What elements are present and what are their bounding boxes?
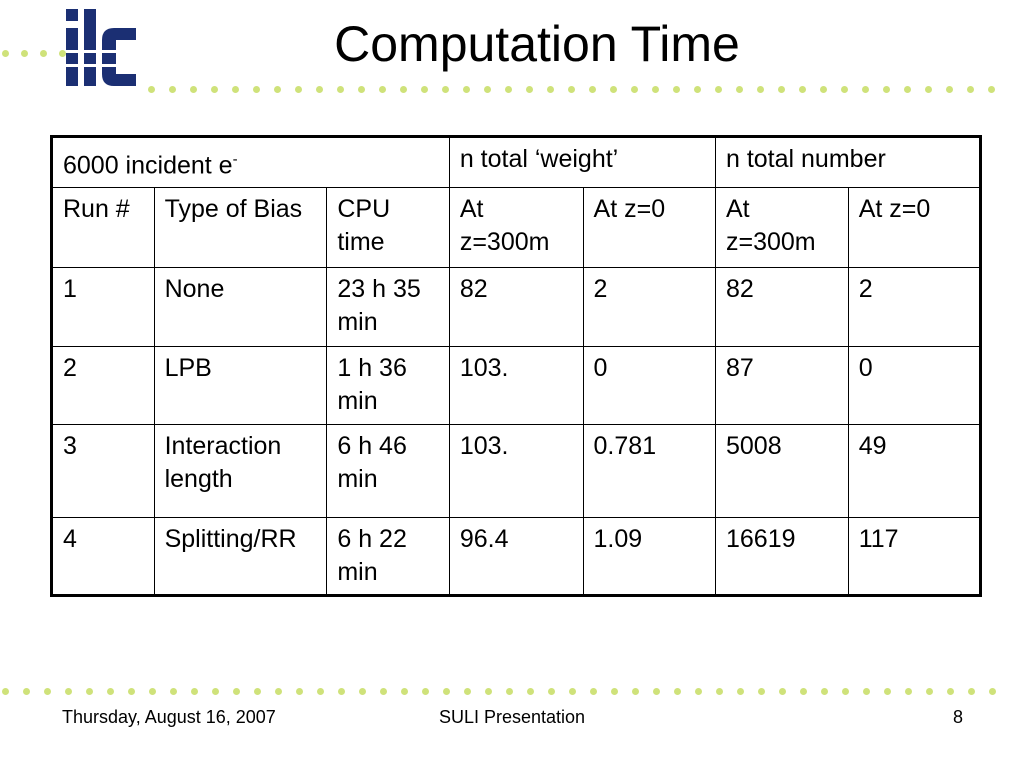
decorative-dot — [485, 688, 492, 695]
decorative-dot — [863, 688, 870, 695]
decorative-dot — [505, 86, 512, 93]
table-cell: 2 — [848, 268, 980, 347]
decorative-dot — [107, 688, 114, 695]
decorative-dot — [295, 86, 302, 93]
decorative-dot — [2, 688, 9, 695]
decorative-dot — [820, 86, 827, 93]
decorative-dot — [862, 86, 869, 93]
group-header-row — [52, 137, 981, 188]
decorative-dot — [968, 688, 975, 695]
decorative-dot — [296, 688, 303, 695]
column-header: Run # — [52, 188, 155, 268]
decorative-dot — [841, 86, 848, 93]
table-cell: 2 — [583, 268, 715, 347]
decorative-dot — [253, 86, 260, 93]
table-cell: 82 — [449, 268, 583, 347]
decorative-dot — [925, 86, 932, 93]
table-cell: 87 — [715, 347, 848, 425]
column-header: CPU time — [327, 188, 449, 268]
decorative-dot — [737, 688, 744, 695]
decorative-dot — [464, 688, 471, 695]
decorative-dot — [695, 688, 702, 695]
page-number: 8 — [952, 707, 963, 727]
decorative-dot — [421, 86, 428, 93]
decorative-dot — [359, 688, 366, 695]
decorative-dot — [673, 86, 680, 93]
decorative-dot — [926, 688, 933, 695]
table-row — [52, 268, 981, 347]
table-cell: 0.781 — [583, 425, 715, 518]
decorative-dot — [338, 688, 345, 695]
table-cell: 5008 — [715, 425, 848, 518]
decorative-dot — [800, 688, 807, 695]
group-header-weight: n total ‘weight’ — [449, 137, 715, 188]
decorative-dot — [757, 86, 764, 93]
decorative-dot — [527, 688, 534, 695]
group-header-incident: 6000 incident e- — [52, 137, 450, 188]
decorative-dot — [86, 688, 93, 695]
decorative-dot — [736, 86, 743, 93]
column-header: Type of Bias — [154, 188, 327, 268]
page-title: Computation Time — [334, 16, 740, 72]
table-cell: 103. — [449, 425, 583, 518]
footer-title: SULI Presentation — [438, 707, 586, 727]
decorative-dot — [653, 688, 660, 695]
table-cell: 3 — [52, 425, 155, 518]
table-cell: 16619 — [715, 518, 848, 596]
decorative-dot — [715, 86, 722, 93]
table-cell: Interaction length — [154, 425, 327, 518]
column-header: At z=0 — [583, 188, 715, 268]
decorative-dot — [589, 86, 596, 93]
table-cell: 49 — [848, 425, 980, 518]
table-cell: 117 — [848, 518, 980, 596]
decorative-dot — [2, 50, 9, 57]
group-header-number: n total number — [715, 137, 980, 188]
decorative-dot — [694, 86, 701, 93]
table-row — [52, 425, 981, 518]
decorative-dot — [611, 688, 618, 695]
decorative-dot — [400, 86, 407, 93]
table-row — [52, 518, 981, 596]
superscript-minus: - — [232, 151, 238, 168]
table-cell: 23 h 35 min — [327, 268, 449, 347]
column-header: At z=0 — [848, 188, 980, 268]
table-cell: 1 — [52, 268, 155, 347]
decorative-dot — [610, 86, 617, 93]
decorative-dot — [988, 86, 995, 93]
decorative-dot — [275, 688, 282, 695]
decorative-dot — [569, 688, 576, 695]
decorative-dot — [758, 688, 765, 695]
table-cell: 1 h 36 min — [327, 347, 449, 425]
table-cell: 82 — [715, 268, 848, 347]
decorative-dot — [799, 86, 806, 93]
decorative-dot — [191, 688, 198, 695]
decorative-dot — [128, 688, 135, 695]
decorative-dot — [484, 86, 491, 93]
decorative-dot — [884, 688, 891, 695]
decorative-dot — [506, 688, 513, 695]
decorative-dot — [632, 688, 639, 695]
decorative-dot — [778, 86, 785, 93]
decorative-dot — [463, 86, 470, 93]
decorative-dot — [590, 688, 597, 695]
table-cell: 96.4 — [449, 518, 583, 596]
table-cell: LPB — [154, 347, 327, 425]
table-cell: 4 — [52, 518, 155, 596]
decorative-dot — [904, 86, 911, 93]
decorative-dot — [232, 86, 239, 93]
decorative-dot — [380, 688, 387, 695]
decorative-dot — [442, 86, 449, 93]
column-header-row — [52, 188, 981, 268]
decorative-dot — [59, 50, 66, 57]
decorative-dot — [190, 86, 197, 93]
decorative-dot — [422, 688, 429, 695]
decorative-dot — [212, 688, 219, 695]
decorative-dot — [211, 86, 218, 93]
decorative-dot — [149, 688, 156, 695]
decorative-dot — [379, 86, 386, 93]
decorative-dot — [821, 688, 828, 695]
table-cell: 6 h 46 min — [327, 425, 449, 518]
decorative-dot — [44, 688, 51, 695]
table-cell: Splitting/RR — [154, 518, 327, 596]
decorative-dot — [169, 86, 176, 93]
decorative-dot — [652, 86, 659, 93]
table-cell: None — [154, 268, 327, 347]
decorative-dot — [883, 86, 890, 93]
table-cell: 103. — [449, 347, 583, 425]
decorative-dot — [967, 86, 974, 93]
decorative-dot — [65, 688, 72, 695]
decorative-dot — [233, 688, 240, 695]
decorative-dot — [148, 86, 155, 93]
decorative-dot — [443, 688, 450, 695]
column-header: At z=300m — [715, 188, 848, 268]
decorative-dot — [716, 688, 723, 695]
decorative-dot — [170, 688, 177, 695]
decorative-dot — [547, 86, 554, 93]
decorative-dot — [21, 50, 28, 57]
decorative-dot — [947, 688, 954, 695]
table-cell: 0 — [848, 347, 980, 425]
decorative-dot — [23, 688, 30, 695]
decorative-dot — [779, 688, 786, 695]
decorative-dot — [274, 86, 281, 93]
decorative-dot — [401, 688, 408, 695]
decorative-dot — [40, 50, 47, 57]
decorative-dot — [989, 688, 996, 695]
decorative-dot — [254, 688, 261, 695]
decorative-dot — [358, 86, 365, 93]
column-header: At z=300m — [449, 188, 583, 268]
decorative-dot — [631, 86, 638, 93]
table-cell: 1.09 — [583, 518, 715, 596]
decorative-dot — [946, 86, 953, 93]
decorative-dot — [316, 86, 323, 93]
table-cell: 6 h 22 min — [327, 518, 449, 596]
table-cell: 2 — [52, 347, 155, 425]
footer-date: Thursday, August 16, 2007 — [62, 707, 276, 727]
table-row — [52, 347, 981, 425]
decorative-dot — [674, 688, 681, 695]
decorative-dot — [548, 688, 555, 695]
table-cell: 0 — [583, 347, 715, 425]
decorative-dot — [905, 688, 912, 695]
decorative-dot — [337, 86, 344, 93]
decorative-dot — [842, 688, 849, 695]
decorative-dot — [317, 688, 324, 695]
decorative-dot — [568, 86, 575, 93]
computation-time-table — [50, 135, 982, 597]
decorative-dot — [526, 86, 533, 93]
